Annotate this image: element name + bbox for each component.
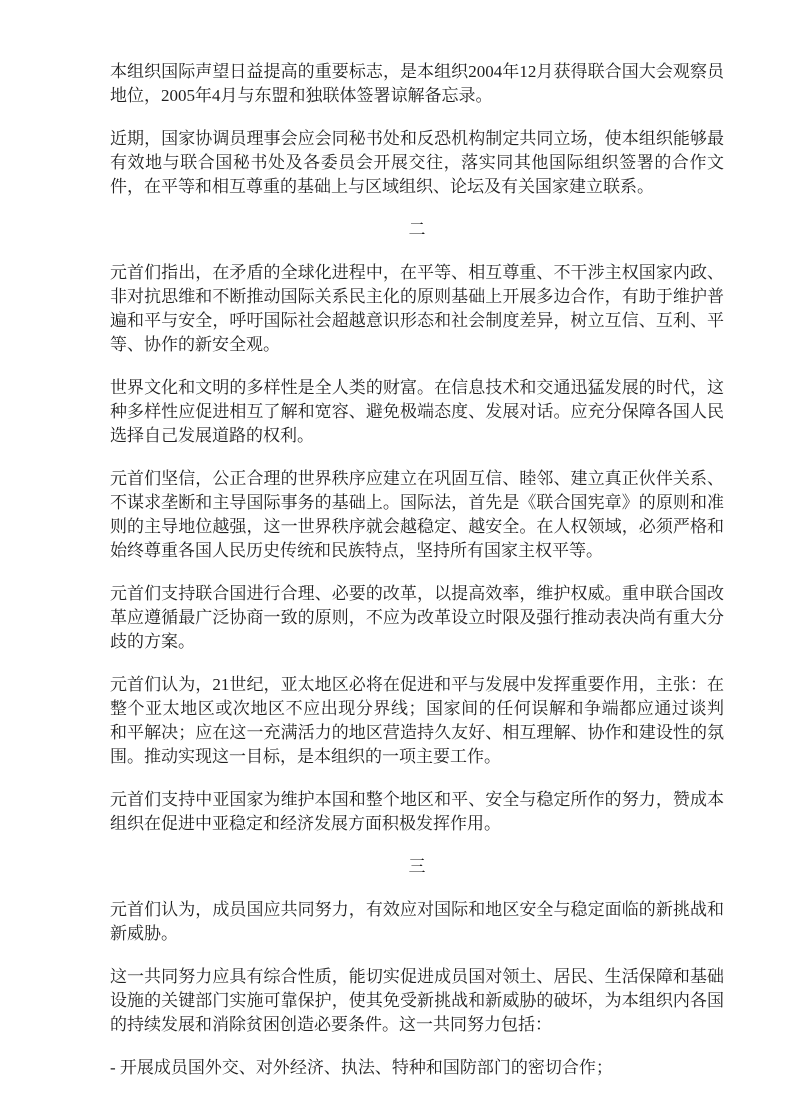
paragraph: 这一共同努力应具有综合性质，能切实促进成员国对领土、居民、生活保障和基础设施的关键部门实施可靠保护，使其免受新挑战和新威胁的破坏，为本组织内各国的持续发展和消除贫困创造必要条件。这一共同努力包括： [110, 967, 724, 1034]
document-page [110, 60, 724, 1099]
paragraph: 元首们支持联合国进行合理、必要的改革，以提高效率，维护权威。重申联合国改革应遵循最广泛协商一致的原则，不应为改革设立时限及强行推动表决尚有重大分歧的方案。 [110, 584, 724, 651]
section-heading-2: 二 [408, 220, 426, 239]
paragraph: 元首们指出，在矛盾的全球化进程中，在平等、相互尊重、不干涉主权国家内政、非对抗思维和不断推动国际关系民主化的原则基础上开展多边合作，有助于维护普遍和平与安全，呼吁国际社会超越意识形态和社会制度差异，树立互信、互利、平等、协作的新安全观。 [110, 263, 724, 354]
list-item-cooperation: - 开展成员国外交、对外经济、执法、特种和国防部门的密切合作； [110, 1058, 613, 1077]
section-heading-3: 三 [408, 857, 426, 876]
paragraph: 元首们坚信，公正合理的世界秩序应建立在巩固互信、睦邻、建立真正伙伴关系、不谋求垄断和主导国际事务的基础上。国际法，首先是《联合国宪章》的原则和准 则的主导地位越强，这一世界秩序就会越稳定、越安全。在人权领域，必须严格和始终尊重各国人民历史传统和民族特点，坚持所有国家主权平等。 [110, 469, 724, 560]
paragraph: 元首们支持中亚国家为维护本国和整个地区和平、安全与稳定所作的努力，赞成本组织在促进中亚稳定和经济发展方面积极发挥作用。 [110, 790, 724, 833]
paragraph: 近期，国家协调员理事会应会同秘书处和反恐机构制定共同立场，使本组织能够最有效地与联合国秘书处及各委员会开展交往，落实同其他国际组织签署的合作文件，在平等和相互尊重的基础上与区域组织、论坛及有关国家建立联系。 [110, 129, 724, 196]
paragraph: 元首们认为，21世纪，亚太地区必将在促进和平与发展中发挥重要作用，主张：在整个亚太地区或次地区不应出现分界线；国家间的任何误解和争端都应通过谈判 和平解决；应在这一充满活力的地区营造持久友好、相互理解、协作和建设性的氛围。推动实现这一目标，是本组织的一项主要工作。 [110, 675, 724, 766]
paragraph: 元首们认为，成员国应共同努力，有效应对国际和地区安全与稳定面临的新挑战和新威胁。 [110, 900, 724, 943]
paragraph: 本组织国际声望日益提高的重要标志，是本组织2004年12月获得联合国大会观察员地位，2005年4月与东盟和独联体签署谅解备忘录。 [110, 62, 724, 105]
paragraph: 世界文化和文明的多样性是全人类的财富。在信息技术和交通迅猛发展的时代，这种多样性应促进相互了解和宽容、避免极端态度、发展对话。应充分保障各国人民选择自己发展道路的权利。 [110, 378, 724, 445]
